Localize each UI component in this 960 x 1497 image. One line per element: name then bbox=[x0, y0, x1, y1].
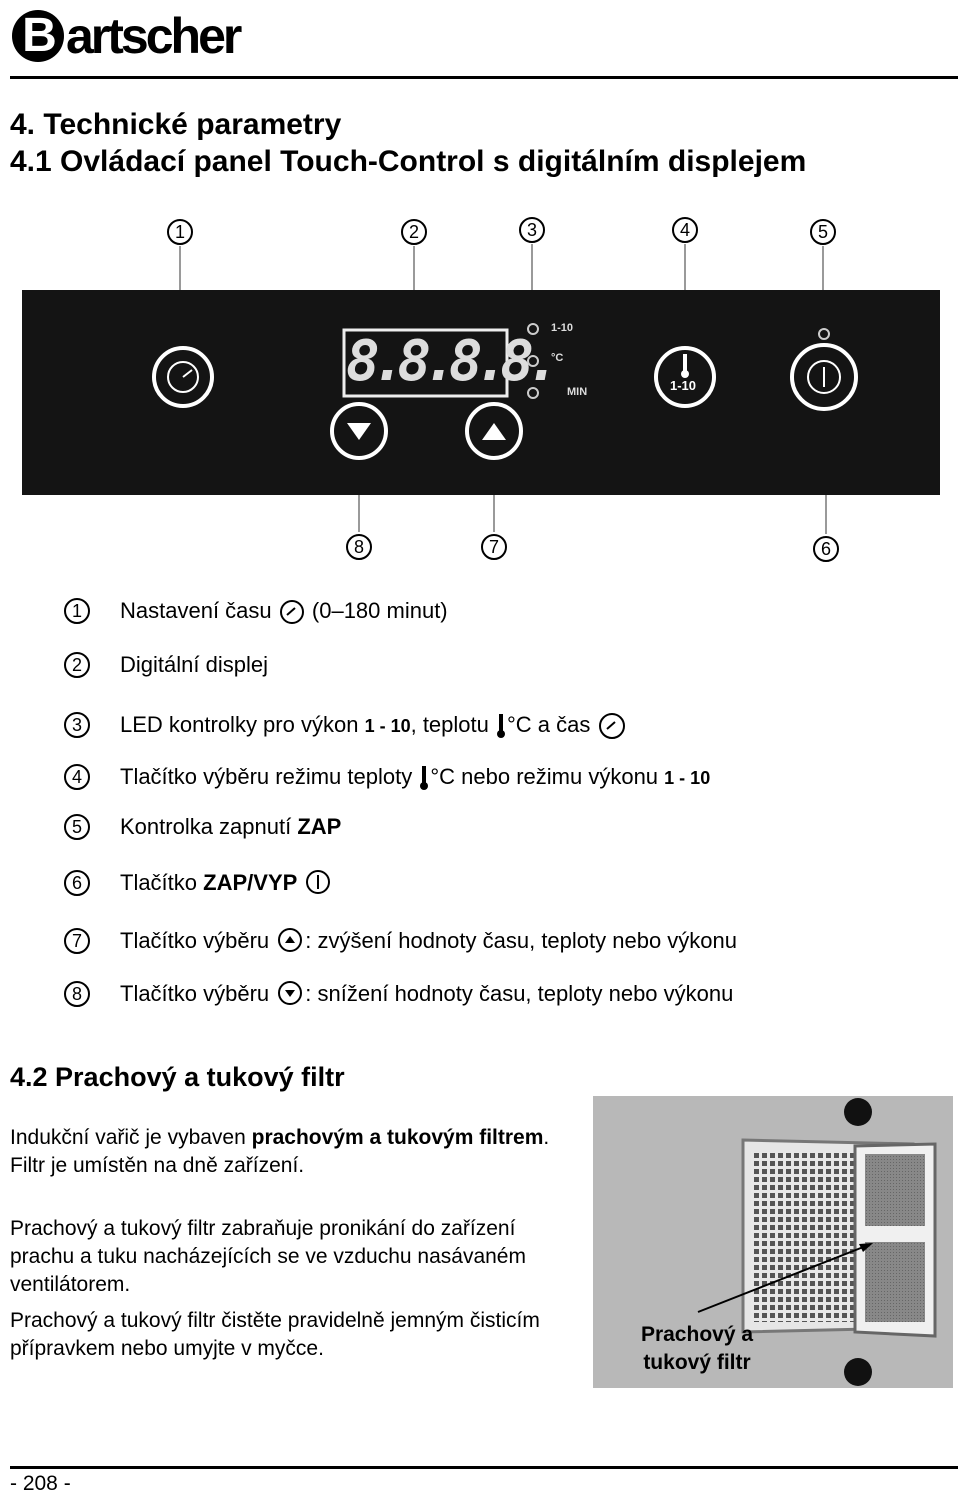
legend-text: LED kontrolky pro výkon bbox=[120, 712, 359, 737]
callout-1: 1 bbox=[167, 219, 193, 245]
legend-num: 5 bbox=[64, 814, 90, 840]
down-arrow-icon bbox=[275, 981, 305, 1009]
callout-2: 2 bbox=[401, 219, 427, 245]
filter-photo-label-line-1: Prachový a bbox=[640, 1323, 754, 1346]
digital-display: 8.8.8.8. bbox=[346, 329, 552, 394]
mode-button-label: 1-10 bbox=[670, 378, 697, 393]
legend-text: Kontrolka zapnutí bbox=[120, 814, 292, 839]
power-icon bbox=[303, 870, 333, 898]
legend-text: Tlačítko výběru režimu teploty bbox=[120, 764, 413, 789]
filter-paragraph-1 bbox=[10, 1124, 570, 1180]
legend-text: Tlačítko výběru bbox=[120, 928, 270, 953]
power-level-tag: 1 - 10 bbox=[664, 768, 711, 788]
filter-paragraph-2: Prachový a tukový filtr zabraňuje pronikání do zařízení prachu a tuku nacházejících se ve vzduchu nasávaném ventilátorem. bbox=[10, 1217, 526, 1296]
legend-num: 8 bbox=[64, 981, 90, 1007]
led-label-time: MIN bbox=[567, 386, 588, 398]
legend-text-desc: : zvýšení hodnoty času, teploty nebo výkonu bbox=[305, 928, 738, 953]
section-title: 4. Technické parametry bbox=[10, 108, 342, 141]
filter-photo-label-line-2: tukový filtr bbox=[643, 1351, 751, 1374]
legend-num: 7 bbox=[64, 928, 90, 954]
legend-text: Tlačítko bbox=[120, 870, 198, 895]
power-level-tag: 1 - 10 bbox=[364, 716, 411, 736]
filter-p1-bold: prachovým a tukovým filtrem bbox=[251, 1126, 544, 1149]
page-number: - 208 - bbox=[10, 1472, 71, 1495]
callout-7: 7 bbox=[481, 534, 507, 560]
legend-num: 1 bbox=[64, 598, 90, 624]
timer-icon bbox=[278, 598, 306, 626]
filter-photo bbox=[593, 1096, 953, 1388]
callout-4: 4 bbox=[672, 217, 698, 243]
callout-3: 3 bbox=[519, 217, 545, 243]
legend-text: Tlačítko výběru bbox=[120, 981, 270, 1006]
led-label-temp: °C bbox=[551, 352, 564, 364]
timer-icon bbox=[597, 712, 627, 740]
legend-num: 6 bbox=[64, 870, 90, 896]
section-subtitle: 4.1 Ovládací panel Touch-Control s digitálním displejem bbox=[10, 145, 807, 178]
callout-8: 8 bbox=[346, 534, 372, 560]
legend-text-mode: °C nebo režimu výkonu bbox=[430, 764, 659, 789]
footer-rule bbox=[10, 1466, 958, 1469]
brand-logo-initial: B bbox=[12, 10, 64, 62]
legend-num: 4 bbox=[64, 764, 90, 790]
brand-logo-text: artscher bbox=[66, 8, 240, 64]
filter-section-title: 4.2 Prachový a tukový filtr bbox=[10, 1062, 345, 1092]
filter-p1-end: . Filtr je umístěn na dně zařízení. bbox=[10, 1126, 550, 1177]
legend-text-time: °C a čas bbox=[507, 712, 591, 737]
legend-num: 2 bbox=[64, 652, 90, 678]
legend-text-bold: ZAP/VYP bbox=[203, 870, 298, 895]
legend-text-temp: , teplotu bbox=[410, 712, 489, 737]
legend-text: Digitální displej bbox=[120, 652, 268, 677]
filter-p1-text: Indukční vařič je vybaven bbox=[10, 1126, 252, 1149]
legend-num: 3 bbox=[64, 712, 90, 738]
filter-photo-label bbox=[621, 1321, 773, 1377]
callout-6: 6 bbox=[813, 536, 839, 562]
thermometer-icon bbox=[418, 764, 430, 792]
filter-paragraph-3: Prachový a tukový filtr čistěte pravidelně jemným čisticím přípravkem nebo umyjte v myčce. bbox=[10, 1309, 540, 1360]
callout-5: 5 bbox=[810, 219, 836, 245]
legend-text-range: (0–180 minut) bbox=[311, 598, 448, 623]
up-arrow-icon bbox=[275, 928, 305, 956]
thermometer-icon bbox=[495, 712, 507, 740]
led-label-power: 1-10 bbox=[551, 322, 574, 334]
legend-text-bold: ZAP bbox=[297, 814, 342, 839]
legend-text: Nastavení času bbox=[120, 598, 272, 623]
legend-text-desc: : snížení hodnoty času, teploty nebo výkonu bbox=[305, 981, 734, 1006]
